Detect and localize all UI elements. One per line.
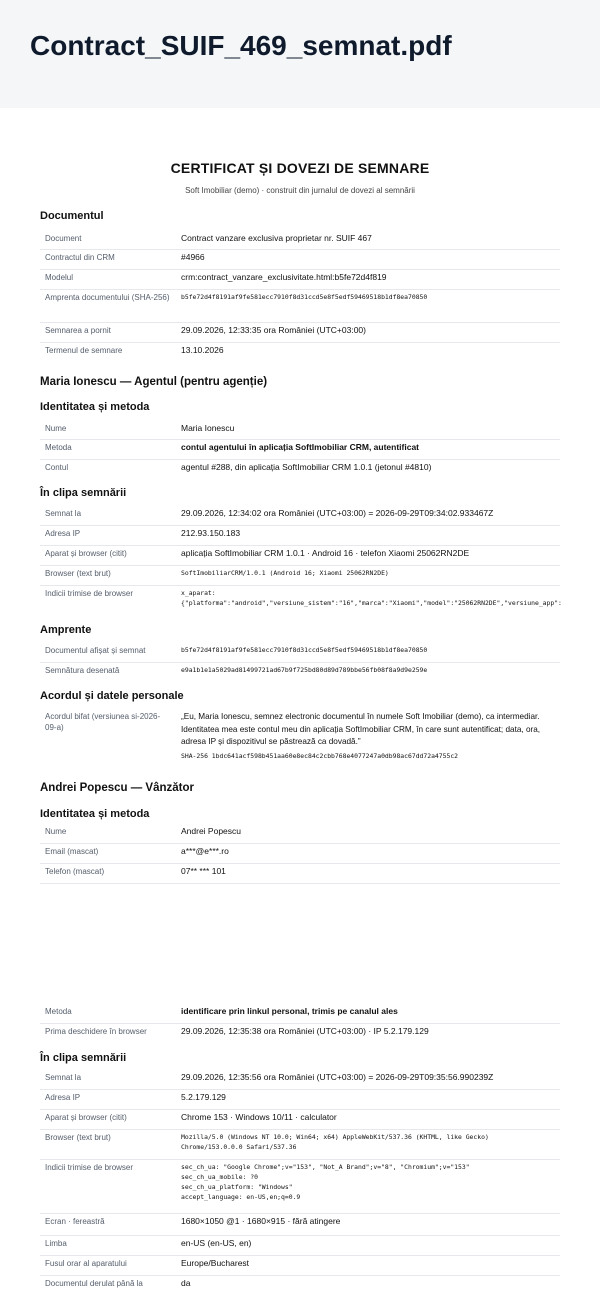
table-row (40, 642, 560, 663)
row-label: Semnat la (45, 509, 82, 518)
file-header (0, 0, 600, 108)
row-label: Nume (45, 827, 67, 836)
table-row (40, 1235, 560, 1256)
row-value: en-US (en-US, en) (181, 1238, 252, 1248)
row-value: Europe/Bucharest (181, 1258, 250, 1268)
row-label: Amprenta documentului (SHA-256) (45, 293, 170, 302)
seller-heading: Andrei Popescu — Vânzător (40, 782, 195, 794)
consent-text: „Eu, Maria Ionescu, semnez electronic documentul în numele Soft Imobiliar (demo), ca intermediar. Identitatea mea este contul meu din aplicația SoftImobiliar CRM, în care sunt autentificat; data, ora, adresa IP și dispozitivul se păstrează ca dovadă.” SHA-256 1bdc641acf598b451aa60e8ec84c2cbb768e4077247a0db98ac67dd72a4755c2 (181, 711, 561, 762)
table-row (40, 585, 560, 617)
table-row (40, 545, 560, 566)
row-label: Adresa IP (45, 529, 81, 538)
agent-prints-heading: Amprente (40, 624, 92, 636)
row-value: 13.10.2026 (181, 345, 224, 355)
pdf-page-1 (0, 108, 600, 908)
row-label: Acordul bifat (versiunea si-2026-09-a) (45, 712, 161, 732)
row-label: Nume (45, 424, 67, 433)
table-row (40, 1129, 560, 1160)
row-value: 29.09.2026, 12:35:38 ora României (UTC+03:00) · IP 5.2.179.129 (181, 1026, 429, 1036)
agent-identity-heading: Identitatea și metoda (40, 401, 150, 413)
row-value: agentul #288, din aplicația SoftImobiliar CRM 1.0.1 (jetonul #4810) (181, 462, 432, 472)
row-value: e9a1b1e1a5029ad81499721ad67b9f725bd80d89d789bbe56fb08f8a9d9e259e (181, 666, 428, 674)
row-label: Documentul afișat și semnat (45, 646, 146, 655)
table-row (40, 708, 560, 772)
row-label: Ecran · fereastră (45, 1217, 105, 1226)
row-value: da (181, 1278, 191, 1288)
row-value: identificare prin linkul personal, trimis pe canalul ales (181, 1006, 398, 1016)
row-label: Metoda (45, 1007, 72, 1016)
row-label: Telefon (mascat) (45, 867, 105, 876)
table-row (40, 1089, 560, 1110)
row-label: Fusul orar al aparatului (45, 1259, 127, 1268)
table-row (40, 565, 560, 586)
row-label: Semnat la (45, 1073, 82, 1082)
row-value: 212.93.150.183 (181, 528, 241, 538)
row-label: Email (mascat) (45, 847, 99, 856)
consent-hash: SHA-256 1bdc641acf598b451aa60e8ec84c2cbb768e4077247a0db98ac67dd72a4755c2 (181, 751, 459, 760)
row-label: Contul (45, 463, 69, 472)
document-hash: b5fe72d4f8191af9fe581ecc7910f8d31ccd5e8f5edf59469518b1df8ea70850 (181, 293, 428, 301)
row-value: Mozilla/5.0 (Windows NT 10.0; Win64; x64) AppleWebKit/537.36 (KHTML, like Gecko) Chrome/153.0.0.0 Safari/537.36 (181, 1133, 489, 1151)
row-value: x_aparat: {"platforma":"android","versiune_sistem":"16","marca":"Xiaomi","model":"25062RN2DE","versiune_app": (181, 589, 562, 607)
row-value: 07** *** 101 (181, 866, 226, 876)
row-label: Aparat și browser (citit) (45, 1113, 127, 1122)
row-label: Modelul (45, 273, 74, 282)
table-row (40, 505, 560, 526)
table-row (40, 662, 560, 682)
row-value: Chrome 153 · Windows 10/11 · calculator (181, 1112, 337, 1122)
table-row (40, 230, 560, 250)
row-label: Documentul derulat până la (45, 1279, 143, 1288)
table-row (40, 1159, 560, 1214)
table-row (40, 843, 560, 864)
row-value: SoftImobiliarCRM/1.0.1 (Android 16; Xiaomi 25062RN2DE) (181, 569, 389, 577)
table-row (40, 1213, 560, 1236)
table-row (40, 269, 560, 290)
row-label: Limba (45, 1239, 67, 1248)
row-value: crm:contract_vanzare_exclusivitate.html:b5fe72d4f819 (181, 272, 387, 282)
table-row (40, 1109, 560, 1130)
table-row (40, 823, 560, 844)
certificate-title: CERTIFICAT ȘI DOVEZI DE SEMNARE (170, 160, 430, 176)
agent-moment-heading: În clipa semnării (40, 487, 127, 499)
table-row (40, 249, 560, 270)
row-value: 29.09.2026, 12:35:56 ora României (UTC+03:00) = 2026-09-29T09:35:56.990239Z (181, 1072, 494, 1082)
row-label: Indicii trimise de browser (45, 589, 134, 598)
row-label: Metoda (45, 443, 72, 452)
table-row (40, 1255, 560, 1276)
row-label: Semnarea a pornit (45, 326, 111, 335)
table-row (40, 1275, 560, 1298)
row-value: 29.09.2026, 12:34:02 ora României (UTC+03:00) = 2026-09-29T09:34:02.933467Z (181, 508, 494, 518)
row-value: Maria Ionescu (181, 423, 235, 433)
agent-heading: Maria Ionescu — Agentul (pentru agenție) (40, 376, 268, 388)
seller-moment-heading: În clipa semnării (40, 1052, 127, 1064)
table-row (40, 1069, 560, 1090)
table-row (40, 459, 560, 479)
row-value: Andrei Popescu (181, 826, 242, 836)
row-value: contul agentului în aplicația SoftImobiliar CRM, autentificat (181, 442, 420, 452)
table-row (40, 1003, 560, 1024)
table-row (40, 863, 560, 884)
table-row (40, 289, 560, 323)
row-value: sec_ch_ua: "Google Chrome";v="153", "Not_A Brand";v="8", "Chromium";v="153" sec_ch_ua_mobile: ?0 sec_ch_ua_platform: "Windows" accept_language: en-US,en;q=0.9 (181, 1163, 470, 1201)
table-row (40, 322, 560, 343)
pdf-page-2 (0, 1000, 600, 1298)
table-row (40, 420, 560, 440)
row-value: aplicația SoftImobiliar CRM 1.0.1 · Android 16 · telefon Xiaomi 25062RN2DE (181, 548, 470, 558)
certificate-subtitle: Soft Imobiliar (demo) · construit din jurnalul de dovezi al semnării (185, 186, 415, 195)
row-value: a***@e***.ro (181, 846, 229, 856)
row-value: 29.09.2026, 12:33:35 ora României (UTC+03:00) (181, 325, 366, 335)
row-value: #4966 (181, 252, 205, 262)
row-label: Aparat și browser (citit) (45, 549, 127, 558)
document-section-heading: Documentul (40, 210, 104, 222)
agent-consent-heading: Acordul și datele personale (40, 690, 184, 702)
row-label: Contractul din CRM (45, 253, 115, 262)
table-row (40, 525, 560, 546)
row-label: Adresa IP (45, 1093, 81, 1102)
file-title: Contract_SUIF_469_semnat.pdf (30, 30, 452, 61)
row-label: Prima deschidere în browser (45, 1027, 147, 1036)
row-value: 1680×1050 @1 · 1680×915 · fără atingere (181, 1216, 341, 1226)
row-label: Browser (text brut) (45, 1133, 111, 1142)
row-value: Contract vanzare exclusiva proprietar nr. SUIF 467 (181, 233, 372, 243)
row-value: 5.2.179.129 (181, 1092, 226, 1102)
table-row (40, 1023, 560, 1043)
row-value: b5fe72d4f8191af9fe581ecc7910f8d31ccd5e8f5edf59469518b1df8ea70850 (181, 646, 428, 654)
row-label: Termenul de semnare (45, 346, 123, 355)
row-label: Browser (text brut) (45, 569, 111, 578)
table-row (40, 342, 560, 362)
seller-identity-heading: Identitatea și metoda (40, 808, 150, 820)
row-label: Semnătura desenată (45, 666, 120, 675)
row-label: Document (45, 234, 82, 243)
table-row (40, 439, 560, 460)
row-label: Indicii trimise de browser (45, 1163, 134, 1172)
